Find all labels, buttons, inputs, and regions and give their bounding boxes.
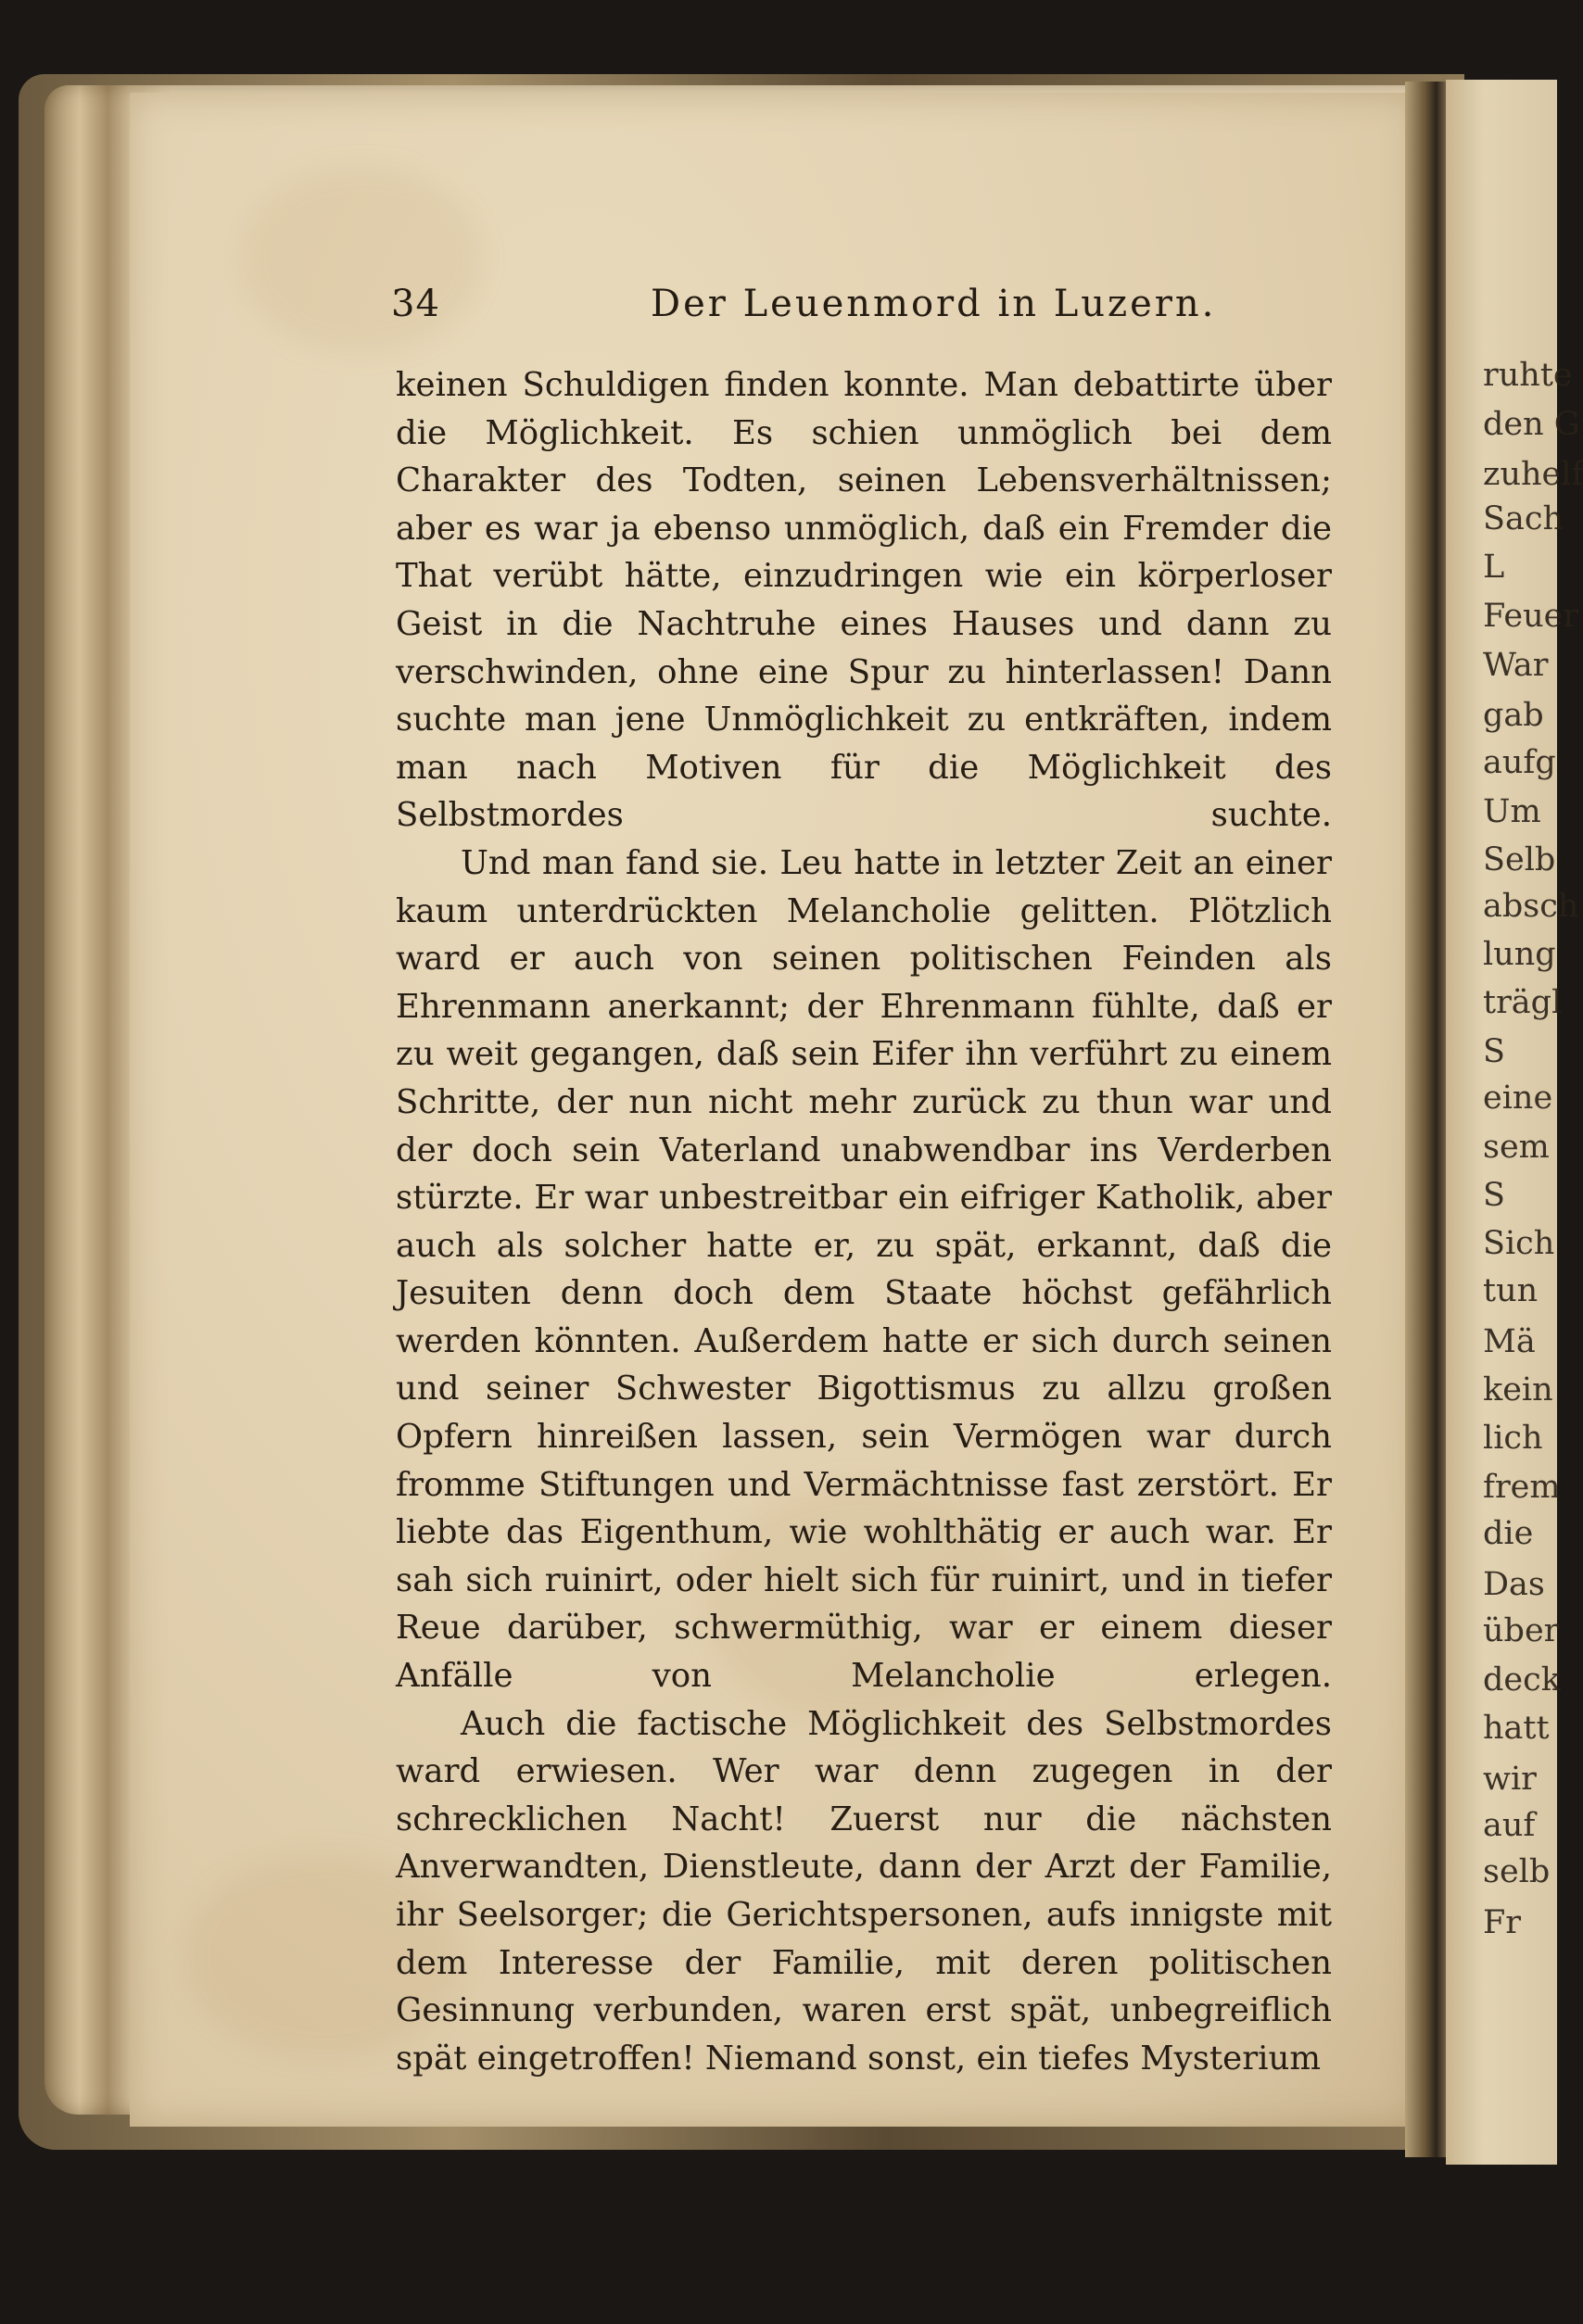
facing-page-fragment: Sach [1483, 500, 1564, 537]
facing-page-fragment: lich [1483, 1420, 1543, 1457]
facing-page-fragment: S [1483, 1033, 1505, 1070]
facing-page-fragment: Selb [1483, 841, 1556, 878]
facing-page-fragment: tun [1483, 1272, 1539, 1309]
paragraph-2: Und man fand sie. Leu hatte in letzter Zeit an einer kaum unterdrückten Melancholie gelitten. Plötzlich ward er auch von seinen politischen Feinden als Ehrenmann anerkannt; der Ehrenmann fühlte, daß er zu weit gegangen, daß sein Eifer ihn verführt zu einem Schritte, der nun nicht mehr zurück zu thun war und der doch sein Vaterland unabwendbar ins Verderben stürzte. Er war unbestreitbar ein eifriger Katholik, aber auch als solcher hatte er, zu spät, erkannt, daß die Jesuiten denn doch dem Staate höchst gefährlich werden könnten. Außerdem hatte er sich durch seinen und seiner Schwester Bigottismus zu allzu großen Opfern hinreißen lassen, sein Vermögen war durch fromme Stiftungen und Vermächtnisse fast zerstört. Er liebte das Eigenthum, wie wohlthätig er auch war. Er sah sich ruinirt, oder hielt sich für ruinirt, und in tiefer Reue darüber, schwermüthig, war er einem dieser Anfälle von Melancholie erlegen. [396, 843, 1332, 1696]
facing-page-fragment: hatt [1483, 1710, 1550, 1747]
facing-page-fragment: deck [1483, 1661, 1561, 1699]
facing-page-fragment: selb [1483, 1853, 1551, 1890]
running-title: Der Leuenmord in Luzern. [651, 283, 1217, 325]
facing-page-fragment: ruhte [1483, 357, 1573, 394]
facing-page-fragment: sem [1483, 1129, 1550, 1166]
facing-page-fragment: Um [1483, 793, 1541, 830]
facing-page-fragment: zuhelf [1483, 456, 1583, 493]
facing-page-fragment: frem [1483, 1469, 1561, 1506]
facing-page-fragment: den G [1483, 406, 1580, 443]
body-text [396, 361, 1332, 2082]
facing-page-fragment: auf [1483, 1807, 1536, 1844]
facing-page-fragment: gab [1483, 697, 1544, 734]
facing-page-fragment: lung [1483, 936, 1556, 973]
facing-page-fragment: über [1483, 1612, 1560, 1649]
facing-page-fragment: War [1483, 647, 1549, 684]
facing-page-fragment: Mä [1483, 1323, 1536, 1360]
paragraph-1: keinen Schuldigen finden konnte. Man debattirte über die Möglichkeit. Es schien unmöglich bei dem Charakter des Todten, seinen Lebensverhältnissen; aber es war ja ebenso unmöglich, daß ein Fremder die That verübt hätte, einzudringen wie ein körperloser Geist in die Nachtruhe eines Hauses und dann zu verschwinden, ohne eine Spur zu hinterlassen! Dann suchte man jene Unmöglichkeit zu entkräften, indem man nach Motiven für die Möglichkeit des Selbstmordes suchte. [396, 366, 1332, 835]
facing-page-fragment: aufg [1483, 744, 1556, 781]
facing-page-fragment: L [1483, 549, 1505, 586]
facing-page-fragment: absch [1483, 888, 1579, 925]
facing-page-fragment: kein [1483, 1371, 1553, 1408]
facing-page-fragment: wir [1483, 1761, 1537, 1798]
paragraph-3: Auch die factische Möglichkeit des Selbstmordes ward erwiesen. Wer war denn zugegen in der schrecklichen Nacht! Zuerst nur die nächsten Anverwandten, Dienstleute, dann der Arzt der Familie, ihr Seelsorger; die Gerichtspersonen, aufs innigste mit dem Interesse der Familie, mit deren politischen Gesinnung verbunden, waren erst spät, unbegreiflich spät eingetroffen! Niemand sonst, ein tiefes Mysterium [396, 1704, 1332, 2078]
facing-page-fragment: eine [1483, 1080, 1553, 1117]
facing-page-fragment: Sich [1483, 1225, 1555, 1262]
facing-page [1446, 80, 1583, 2165]
facing-page-fragment: Feuer [1483, 598, 1579, 635]
running-head [391, 283, 1355, 338]
book-gutter [1405, 82, 1450, 2157]
facing-page-fragment: die [1483, 1515, 1534, 1552]
page-number: 34 [391, 283, 440, 325]
facing-page-fragment: Das [1483, 1566, 1545, 1603]
facing-page-fragment: Fr [1483, 1904, 1522, 1941]
facing-page-fragment: S [1483, 1177, 1505, 1214]
facing-page-fragment: trägl [1483, 984, 1563, 1021]
